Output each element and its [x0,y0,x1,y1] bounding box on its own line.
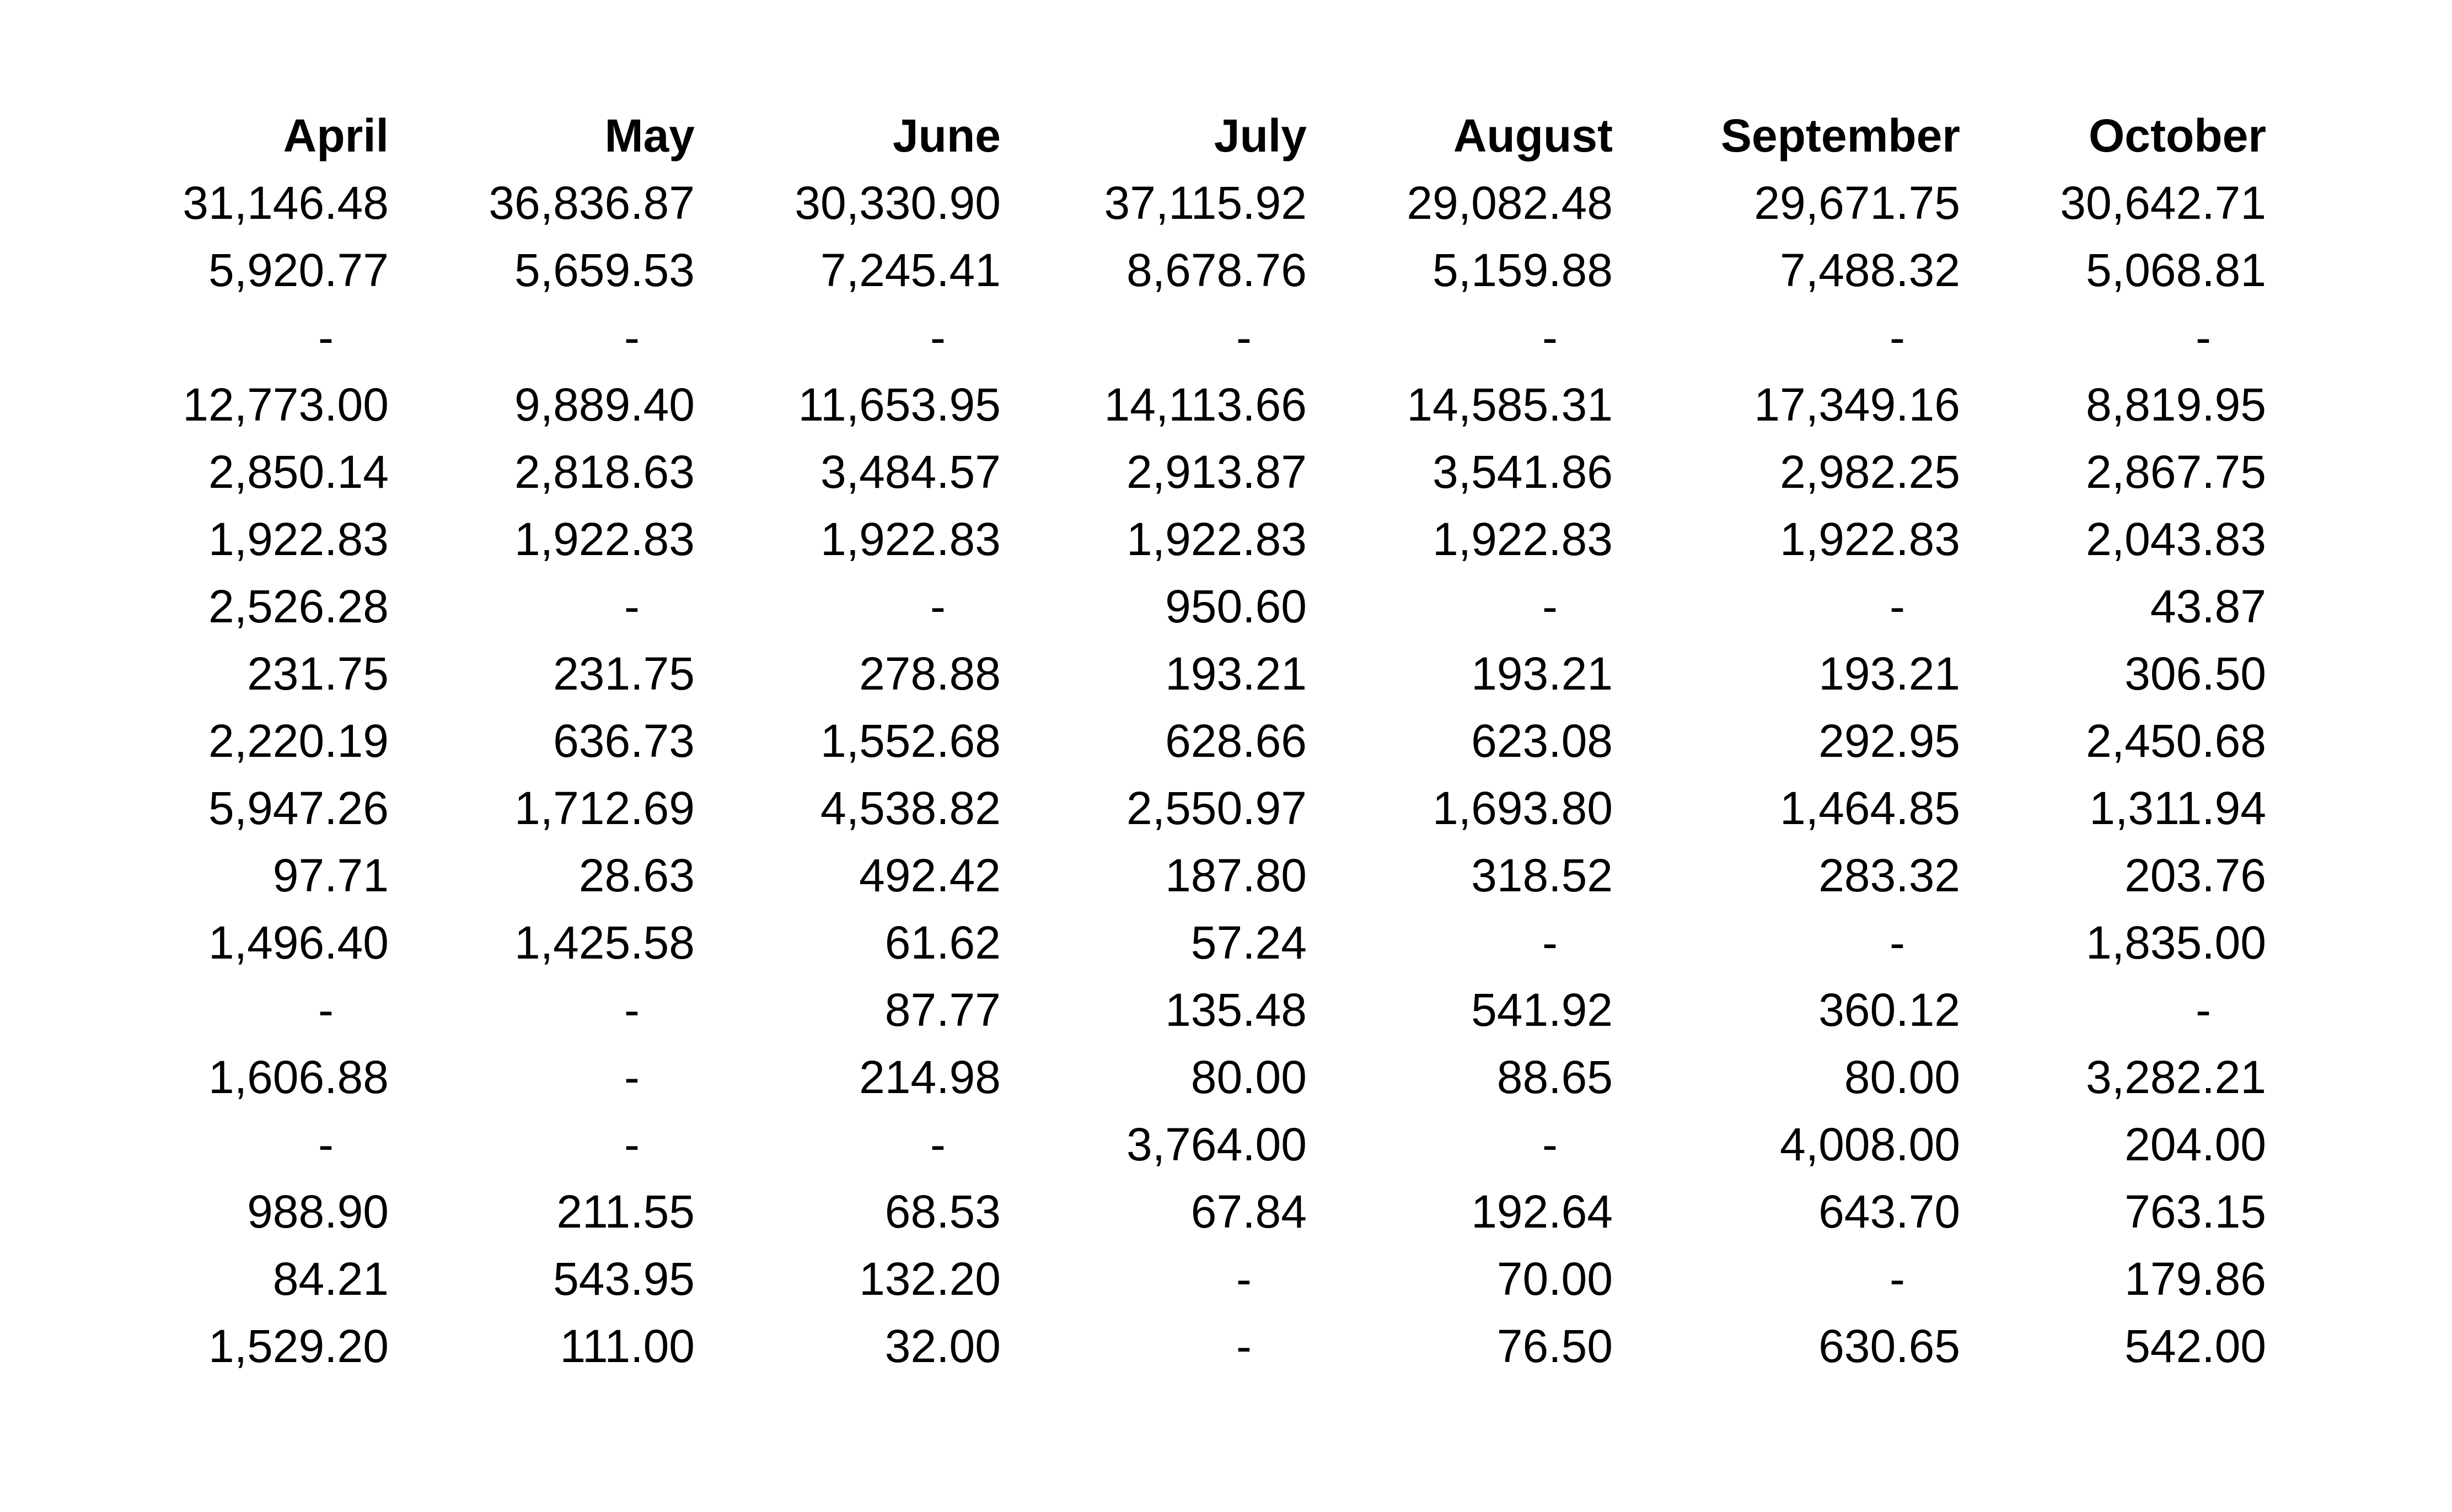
table-cell: 111.00 [560,1320,695,1372]
table-cell: 30,642.71 [2060,177,2266,229]
table-cell: 9,889.40 [514,379,695,431]
table-cell: - [624,1118,640,1170]
table-cell: 29,082.48 [1407,177,1613,229]
table-cell: 4,538.82 [820,782,1001,834]
table-cell: 543.95 [553,1253,695,1305]
table-row [83,842,2266,909]
table-row [83,371,2266,438]
table-cell: 1,496.40 [208,917,389,968]
table-cell: 14,585.31 [1407,379,1613,431]
column-header-june: June [892,110,1001,162]
table-cell: 87.77 [884,984,1001,1036]
table-row [83,169,2266,236]
column-header-august: August [1453,110,1613,162]
table-cell: 283.32 [1818,849,1960,901]
table-cell: - [1890,311,1905,363]
table-cell: 1,922.83 [514,513,695,565]
table-cell: - [1890,917,1905,968]
table-cell: - [1890,580,1905,632]
table-row [83,774,2266,842]
column-header-july: July [1214,110,1307,162]
table-cell: 179.86 [2124,1253,2266,1305]
table-cell: 2,818.63 [514,446,695,498]
table-cell: - [2196,984,2211,1036]
table-cell: 5,947.26 [208,782,389,834]
table-cell: 3,541.86 [1432,446,1613,498]
table-cell: 1,922.83 [820,513,1001,565]
table-cell: 643.70 [1818,1186,1960,1237]
table-body [83,169,2266,1380]
table-cell: - [318,311,334,363]
table-cell: - [1236,1253,1252,1305]
monthly-values-table [83,102,2266,1380]
column-header-april: April [283,110,389,162]
table-cell: 1,606.88 [208,1051,389,1103]
table-cell: 5,920.77 [208,244,389,296]
table-row [83,976,2266,1043]
table-cell: 192.64 [1471,1186,1613,1237]
table-cell: 2,450.68 [2086,715,2266,767]
table-cell: 231.75 [553,648,695,699]
table-cell: 2,550.97 [1126,782,1307,834]
table-row [83,1312,2266,1380]
table-cell: 278.88 [859,648,1001,699]
table-cell: - [1236,311,1252,363]
table-cell: 211.55 [556,1186,695,1237]
table-cell: 2,220.19 [208,715,389,767]
table-cell: 3,484.57 [820,446,1001,498]
table-cell: 1,922.83 [1126,513,1307,565]
table-cell: 29,671.75 [1754,177,1960,229]
table-cell: 7,245.41 [820,244,1001,296]
table-row [83,236,2266,304]
table-cell: 306.50 [2124,648,2266,699]
column-header-october: October [2088,110,2266,162]
table-row [83,438,2266,505]
table-cell: 1,311.94 [2089,782,2266,834]
table-cell: 623.08 [1471,715,1613,767]
table-cell: 193.21 [1471,648,1613,699]
table-cell: - [1542,311,1558,363]
table-cell: 636.73 [553,715,695,767]
table-cell: 2,043.83 [2086,513,2266,565]
table-cell: 43.87 [2150,580,2266,632]
table-cell: - [624,580,640,632]
table-cell: 193.21 [1165,648,1307,699]
table-cell: 3,764.00 [1126,1118,1307,1170]
table-cell: 1,425.58 [514,917,695,968]
table-cell: - [930,311,946,363]
column-header-september: September [1720,110,1960,162]
table-cell: 17,349.16 [1754,379,1960,431]
table-cell: - [624,984,640,1036]
table-cell: - [1542,917,1558,968]
table-cell: 76.50 [1496,1320,1613,1372]
table-cell: 2,867.75 [2086,446,2266,498]
table-cell: 1,712.69 [514,782,695,834]
table-cell: 3,282.21 [2086,1051,2266,1103]
table-cell: 135.48 [1165,984,1307,1036]
table-cell: 1,835.00 [2086,917,2266,968]
table-cell: 360.12 [1818,984,1960,1036]
table-cell: 193.21 [1818,648,1960,699]
table-header [83,102,2266,169]
table-cell: 5,659.53 [514,244,695,296]
table-cell: 88.65 [1496,1051,1613,1103]
table-cell: 61.62 [884,917,1001,968]
table-cell: 1,922.83 [1432,513,1613,565]
table-cell: 763.15 [2124,1186,2266,1237]
table-cell: 4,008.00 [1780,1118,1960,1170]
table-row [83,1178,2266,1245]
table-cell: 7,488.32 [1780,244,1960,296]
table-cell: 5,068.81 [2086,244,2266,296]
table-row [83,1043,2266,1111]
table-cell: 28.63 [578,849,695,901]
table-cell: 37,115.92 [1104,177,1307,229]
table-cell: 187.80 [1165,849,1307,901]
table-cell: 8,819.95 [2086,379,2266,431]
table-cell: 630.65 [1818,1320,1960,1372]
table-cell: - [930,580,946,632]
table-cell: - [930,1118,946,1170]
header-row [83,102,2266,169]
table-cell: - [318,984,334,1036]
table-row [83,1111,2266,1178]
table-cell: 2,913.87 [1126,446,1307,498]
table-cell: 32.00 [884,1320,1001,1372]
table-cell: 1,552.68 [820,715,1001,767]
table-row [83,573,2266,640]
table-cell: 1,922.83 [208,513,389,565]
table-cell: 12,773.00 [183,379,389,431]
table-cell: 2,982.25 [1780,446,1960,498]
table-cell: 1,922.83 [1780,513,1960,565]
table-cell: 318.52 [1471,849,1613,901]
table-cell: - [1542,1118,1558,1170]
table-cell: - [624,311,640,363]
table-cell: 5,159.88 [1432,244,1613,296]
table-cell: 231.75 [247,648,389,699]
table-cell: 36,836.87 [489,177,695,229]
table-row [83,1245,2266,1312]
table-cell: 204.00 [2124,1118,2266,1170]
table-cell: 492.42 [859,849,1001,901]
table-row [83,505,2266,573]
table-row [83,909,2266,976]
table-cell: 57.24 [1190,917,1307,968]
table-cell: - [624,1051,640,1103]
table-cell: 97.71 [272,849,389,901]
table-cell: 628.66 [1165,715,1307,767]
table-cell: 1,529.20 [208,1320,389,1372]
table-row [83,707,2266,774]
table-cell: 11,653.95 [798,379,1001,431]
table-cell: 30,330.90 [795,177,1001,229]
table-cell: 8,678.76 [1126,244,1307,296]
table-row [83,640,2266,707]
table-cell: 14,113.66 [1104,379,1307,431]
table-cell: - [1236,1320,1252,1372]
table-cell: 68.53 [884,1186,1001,1237]
table-cell: 67.84 [1190,1186,1307,1237]
table-cell: 70.00 [1496,1253,1613,1305]
table-cell: 84.21 [272,1253,389,1305]
table-cell: 80.00 [1844,1051,1960,1103]
table-cell: 214.98 [859,1051,1001,1103]
table-cell: 2,526.28 [208,580,389,632]
table-cell: 1,464.85 [1780,782,1960,834]
table-cell: 31,146.48 [183,177,389,229]
table-row [83,304,2266,371]
table-cell: 80.00 [1190,1051,1307,1103]
table-cell: 541.92 [1471,984,1613,1036]
table-cell: - [2196,311,2211,363]
table-cell: - [1890,1253,1905,1305]
table-cell: 2,850.14 [208,446,389,498]
table-cell: 132.20 [859,1253,1001,1305]
table-cell: - [1542,580,1558,632]
table-cell: 203.76 [2124,849,2266,901]
table-cell: 292.95 [1818,715,1960,767]
table-cell: 950.60 [1165,580,1307,632]
table-cell: 1,693.80 [1432,782,1613,834]
column-header-may: May [604,110,695,162]
table-cell: - [318,1118,334,1170]
table-cell: 988.90 [247,1186,389,1237]
table-cell: 542.00 [2124,1320,2266,1372]
